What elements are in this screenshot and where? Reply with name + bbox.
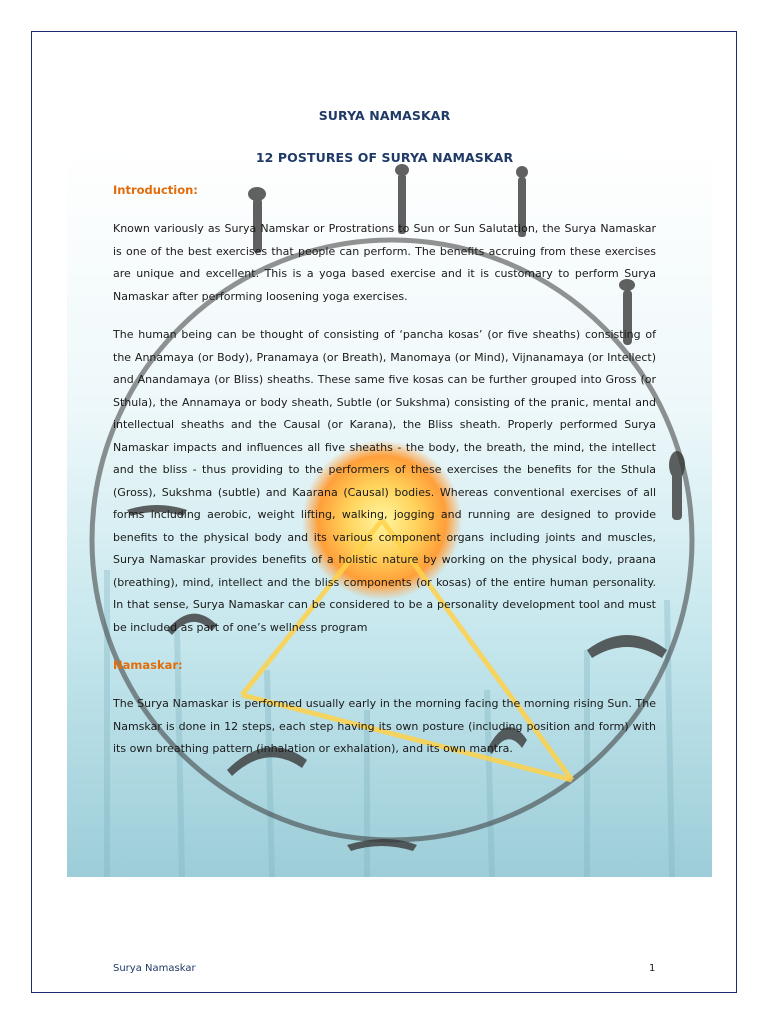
footer-title: Surya Namaskar — [113, 963, 196, 974]
document-title: SURYA NAMASKAR — [318, 108, 451, 123]
document-subtitle: 12 POSTURES OF SURYA NAMASKAR — [255, 150, 514, 165]
section-heading-namaskar: Namaskar: — [113, 658, 183, 672]
intro-paragraph-2: The human being can be thought of consisting of ‘pancha kosas’ (or five sheaths) consisting of the Annamaya (or Body), Pranamaya (or Breath), Manomaya (or Mind), Vijnanamaya (or Intellect) and Anandamaya (or Bliss) sheaths. These same five kosas can be further grouped into Gross (or Sthula), the Annamaya or body sheath, Subtle (or Sukshma) consisting of the pranic, mental and intellectual sheaths and the Causal (or Karana), the Bliss sheath. Properly performed Surya Namaskar impacts and influences all five sheaths - the body, the breath, the mind, the intellect and the bliss - thus providing to the performers of these exercises the benefits for the Sthula (Gross), Sukshma (subtle) and Kaarana (Causal) bodies. Whereas conventional exercises of all forms including aerobic, weight lifting, walking, jogging and running are designed to provide benefits to the physical body and its various component organs including joints and muscles, Surya Namaskar provides benefits of a holistic nature by working on the physical body, praana (breathing), mind, intellect and the bliss components (or kosas) of the entire human personality. In that sense, Surya Namaskar can be considered to be a personality development tool and must be included as part of one’s wellness program — [113, 328, 656, 634]
page-number: 1 — [649, 963, 656, 974]
section-heading-introduction: Introduction: — [113, 183, 198, 197]
namaskar-paragraph-1: The Surya Namaskar is performed usually early in the morning facing the morning rising Sun. The Namskar is done in 12 steps, each step having its own posture (including position and form) with its own breathing pattern (inhalation or exhalation), and its own mantra. — [113, 697, 656, 755]
intro-paragraph-1: Known variously as Surya Namskar or Prostrations to Sun or Sun Salutation, the Surya Namaskar is one of the best exercises that people can perform. The benefits accruing from these exercises are unique and excellent. This is a yoga based exercise and it is customary to perform Surya Namaskar after performing loosening yoga exercises. — [113, 222, 656, 303]
